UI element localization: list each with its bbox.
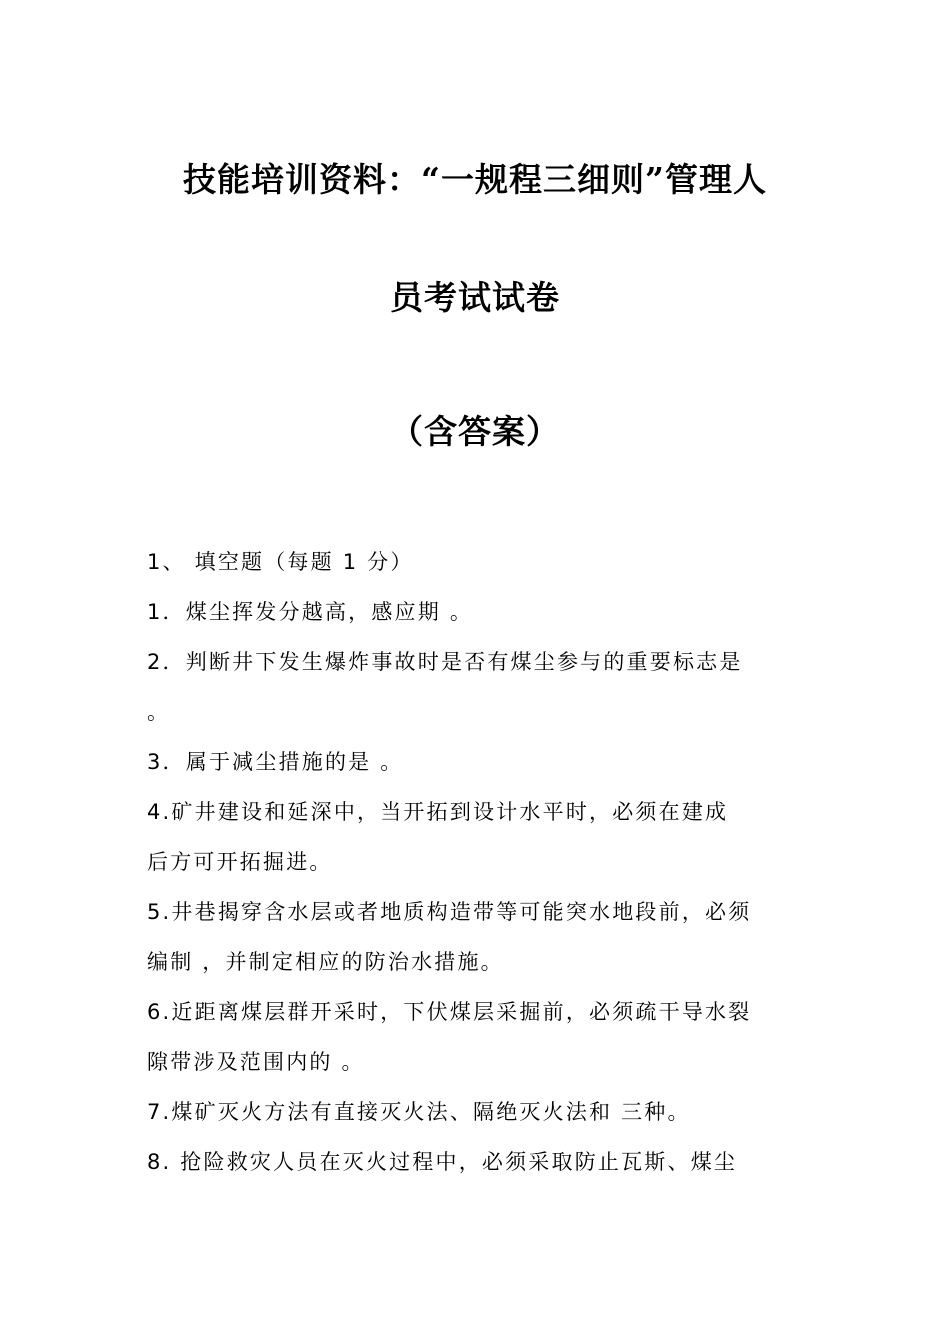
question-5-continued: 编制 ，并制定相应的防治水措施。 bbox=[147, 950, 504, 974]
question-6-continued: 隙带涉及范围内的 。 bbox=[147, 1050, 365, 1074]
question-4-continued: 后方可开拓掘进。 bbox=[147, 850, 333, 874]
question-7: 7.煤矿灭火方法有直接灭火法、隔绝灭火法和 三种。 bbox=[147, 1100, 691, 1124]
question-4: 4.矿井建设和延深中，当开拓到设计水平时，必须在建成 bbox=[147, 800, 729, 824]
question-1: 1．煤尘挥发分越高，感应期 。 bbox=[147, 600, 474, 624]
question-5: 5.井巷揭穿含水层或者地质构造带等可能突水地段前，必须 bbox=[147, 900, 752, 924]
question-3: 3．属于减尘措施的是 。 bbox=[147, 750, 404, 774]
section-heading-fill-in-blank: 1、 填空题（每题 1 分） bbox=[147, 550, 414, 574]
document-title-line-3: （含答案） bbox=[390, 412, 560, 451]
document-title-line-2: 员考试试卷 bbox=[390, 278, 560, 317]
document-title-line-1: 技能培训资料：“一规程三细则”管理人 bbox=[183, 160, 767, 199]
question-2: 2．判断井下发生爆炸事故时是否有煤尘参与的重要标志是 bbox=[147, 650, 743, 674]
question-8: 8. 抢险救灾人员在灭火过程中，必须采取防止瓦斯、煤尘 bbox=[147, 1150, 738, 1174]
question-2-continued: 。 bbox=[147, 700, 171, 724]
question-6: 6.近距离煤层群开采时，下伏煤层采掘前，必须疏干导水裂 bbox=[147, 1000, 752, 1024]
